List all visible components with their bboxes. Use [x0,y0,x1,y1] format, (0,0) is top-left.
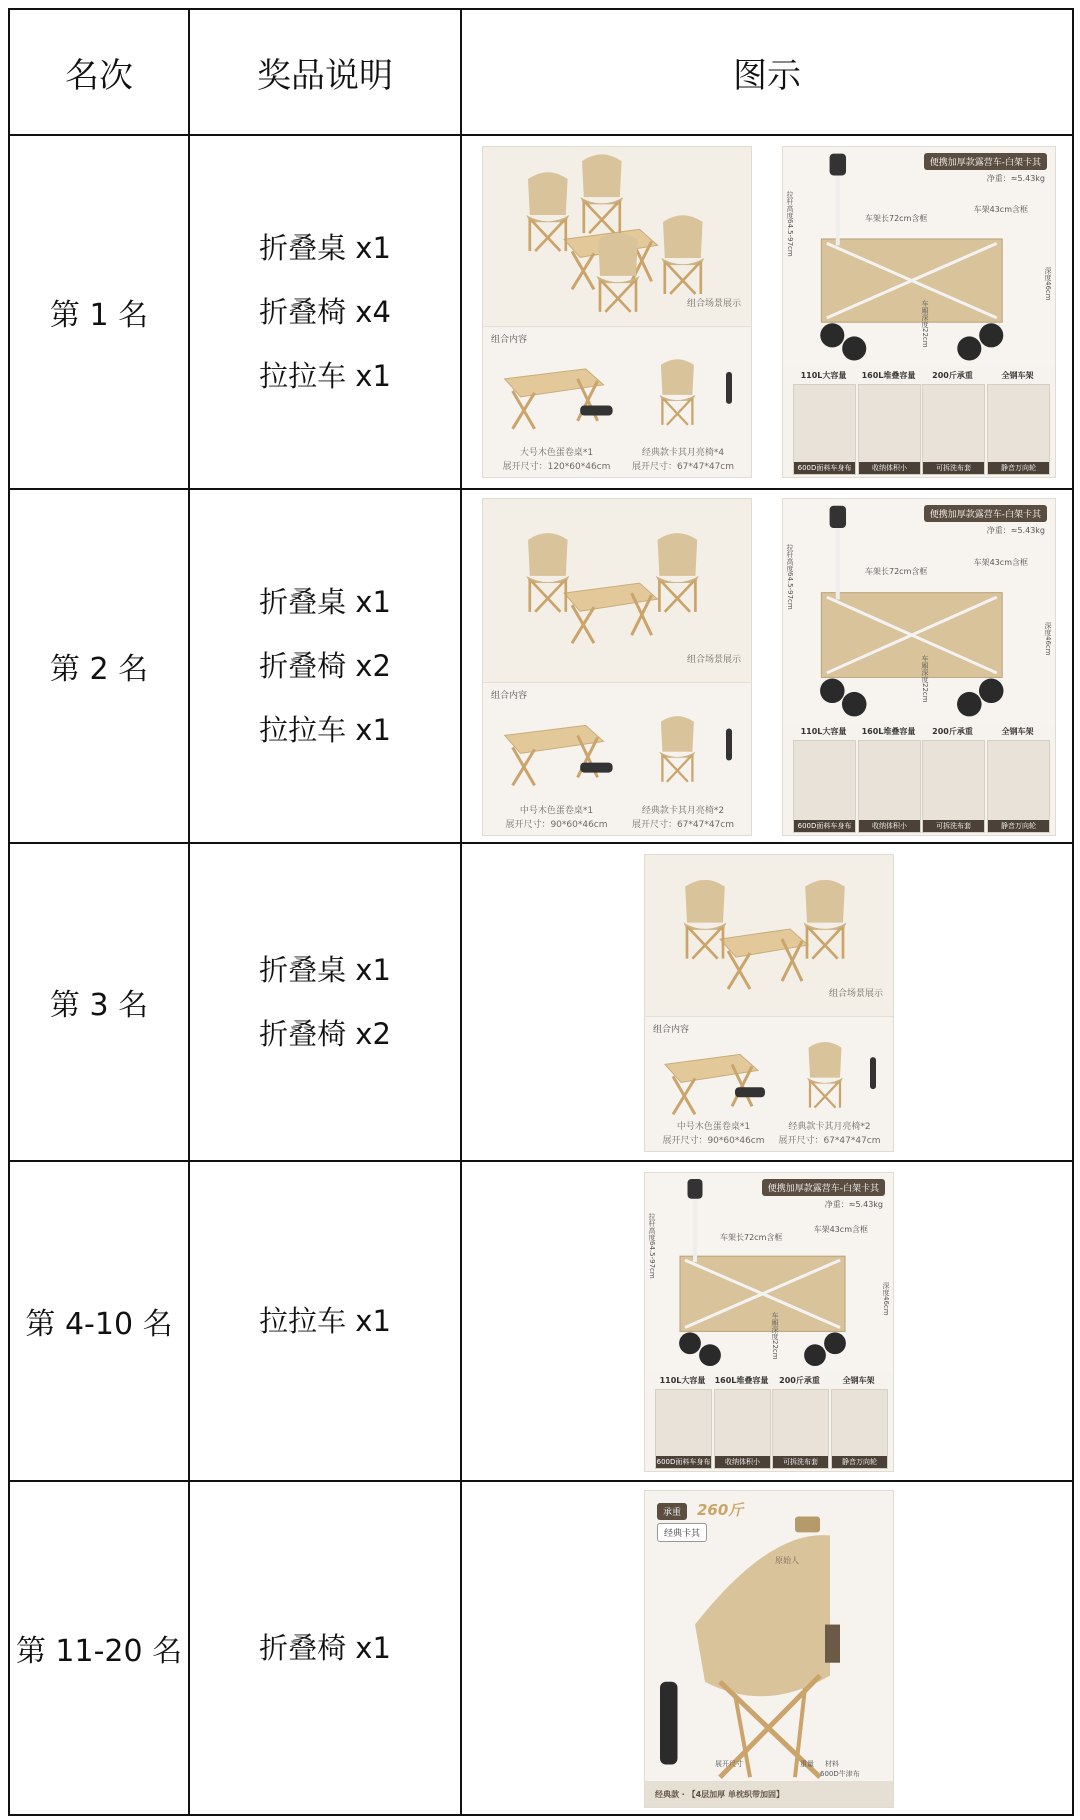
item-label: 拉拉车 x1 [259,1304,391,1338]
header-figure: 图示 [461,9,1073,135]
dim-handle: 拉杆高度64.5-97cm [786,544,794,610]
rank-cell: 第 2 名 [9,489,189,843]
header-row [9,9,1073,135]
divider [483,326,751,327]
feature-label: 160L堆叠容量 [714,1376,769,1385]
feature-label: 全钢车架 [842,1376,875,1385]
feature-label: 110L大容量 [800,371,847,380]
items-cell [189,1481,461,1815]
dim-bed: 车厢深度22cm [921,300,929,348]
feature-tile [793,384,856,475]
dim-length: 车架长72cm含框 [720,1233,783,1242]
item-label: 拉拉车 x1 [259,713,391,747]
table-row [9,843,1073,1161]
feature-label: 110L大容量 [800,727,847,736]
dim-depth: 深度46cm [1044,622,1052,656]
rank-cell: 第 3 名 [9,843,189,1161]
figure-cell [461,1481,1073,1815]
rank-cell: 第 1 名 [9,135,189,489]
chair-footer: 经典款 · 【4层加厚 单枕织带加固】 [655,1790,784,1799]
cart-image [644,1172,894,1472]
feature-label: 160L堆叠容量 [861,371,916,380]
cart-image [782,498,1056,836]
item-label: 折叠桌 x1 [259,585,391,619]
chair-size: 展开尺寸：67*47*47cm [631,462,735,472]
dim-bed: 车厢深度22cm [921,655,929,703]
scene-caption: 组合场景展示 [686,299,741,309]
set-image [644,854,894,1152]
divider [645,1016,893,1017]
rank-cell: 第 4-10 名 [9,1161,189,1481]
feature-tile [655,1389,712,1469]
load-badge-number: 260斤 [697,1501,744,1519]
table-caption: 中号木色蛋卷桌*1 [519,806,594,816]
figure-cell [461,135,1073,489]
cart-title: 便携加厚款露营车-白架卡其 [924,153,1047,170]
feature-tile [987,384,1050,475]
feature-tile [922,740,985,833]
items-cell [189,489,461,843]
item-label: 折叠椅 x4 [259,295,391,329]
chair-caption: 经典款卡其月亮椅*4 [641,448,725,458]
figure-cell [461,489,1073,843]
chair-caption: 经典款卡其月亮椅*2 [788,1122,871,1132]
items-cell [189,1161,461,1481]
load-badge: 承重 [657,1503,687,1520]
dim-handle: 拉杆高度64.5-97cm [786,191,794,257]
table-caption: 大号木色蛋卷桌*1 [519,448,594,458]
dim-width: 车架43cm含框 [813,1225,868,1234]
items-cell [189,843,461,1161]
feature-tile [987,740,1050,833]
net-weight: 净重：≈5.43kg [824,1200,883,1209]
net-weight: 净重：≈5.43kg [986,526,1045,535]
feature-tile [772,1389,829,1469]
item-label: 折叠椅 x2 [259,1017,391,1051]
scene-caption: 组合场景展示 [828,989,883,999]
dim-depth: 深度46cm [882,1282,890,1316]
dim-width: 车架43cm含框 [973,558,1028,567]
feature-caption: 收纳体积小 [859,820,920,832]
set-scene-illustration [483,147,752,478]
net-weight: 净重：≈5.43kg [986,174,1045,183]
feature-caption: 静音万向轮 [832,1456,887,1468]
section-label: 组合内容 [491,335,528,345]
feature-label: 200斤承重 [932,727,973,736]
feature-caption: 收纳体积小 [715,1456,770,1468]
feature-tile [831,1389,888,1469]
header-rank: 名次 [9,9,189,135]
chair-size: 展开尺寸：67*47*47cm [778,1136,881,1146]
feature-caption: 静音万向轮 [988,820,1049,832]
figure-cell [461,843,1073,1161]
feature-label: 200斤承重 [779,1376,820,1385]
item-label: 折叠桌 x1 [259,231,391,265]
cart-title: 便携加厚款露营车-白架卡其 [924,505,1047,522]
feature-tile [922,384,985,475]
section-label: 组合内容 [491,691,528,701]
dim-length: 车架长72cm含框 [865,214,928,223]
feature-caption: 600D面料车身布 [794,462,855,474]
chair-caption: 经典款卡其月亮椅*2 [641,806,725,816]
dim-length: 车架长72cm含框 [865,567,928,576]
feature-caption: 可拆洗布套 [923,462,984,474]
rank-cell: 第 11-20 名 [9,1481,189,1815]
feature-label: 全钢车架 [1001,371,1034,380]
table-row [9,1161,1073,1481]
set-scene-illustration [483,499,752,836]
scene-caption: 组合场景展示 [686,655,741,665]
unfold-label: 展开尺寸 [715,1760,743,1768]
chair-size: 展开尺寸：67*47*47cm [631,820,735,830]
feature-tile [793,740,856,833]
table-size: 展开尺寸：90*60*46cm [505,820,608,830]
feature-label: 160L堆叠容量 [861,727,916,736]
feature-caption: 可拆洗布套 [923,820,984,832]
set-scene-illustration [645,855,894,1152]
dim-width: 车架43cm含框 [973,205,1028,214]
feature-label: 200斤承重 [932,371,973,380]
header-desc: 奖品说明 [189,9,461,135]
feature-tile [858,740,921,833]
set-image [482,146,752,478]
table-caption: 中号木色蛋卷桌*1 [676,1122,751,1132]
feature-caption: 600D面料车身布 [794,820,855,832]
cart-title: 便携加厚款露营车-白架卡其 [762,1179,885,1196]
figure-cell [461,1161,1073,1481]
item-label: 拉拉车 x1 [259,359,391,393]
set-image [482,498,752,836]
item-label: 折叠椅 x1 [259,1631,391,1665]
section-label: 组合内容 [653,1025,690,1035]
table-row [9,135,1073,489]
dim-handle: 拉杆高度64.5-97cm [648,1213,656,1279]
table-size: 展开尺寸：120*60*46cm [502,462,611,472]
feature-label: 110L大容量 [659,1376,706,1385]
feature-caption: 可拆洗布套 [773,1456,828,1468]
chair-image [644,1490,894,1808]
feature-tile [714,1389,771,1469]
dim-depth: 深度46cm [1044,267,1052,301]
weight-label: 重量 [800,1760,814,1768]
color-tag: 经典卡其 [657,1523,707,1542]
item-label: 折叠桌 x1 [259,953,391,987]
item-label: 折叠椅 x2 [259,649,391,683]
feature-caption: 600D面料车身布 [656,1458,711,1466]
fabric-value: 600D牛津布 [820,1770,860,1778]
prize-table [8,8,1074,1816]
table-row [9,1481,1073,1815]
feature-label: 全钢车架 [1001,727,1034,736]
brand-logo: 原始人 [775,1556,799,1565]
fabric-label: 材料 [825,1760,839,1768]
items-cell [189,135,461,489]
dim-bed: 车厢深度22cm [771,1312,779,1360]
table-row [9,489,1073,843]
cart-image [782,146,1056,478]
divider [483,682,751,683]
feature-caption: 静音万向轮 [988,462,1049,474]
table-size: 展开尺寸：90*60*46cm [662,1136,765,1146]
feature-caption: 收纳体积小 [859,462,920,474]
feature-tile [858,384,921,475]
